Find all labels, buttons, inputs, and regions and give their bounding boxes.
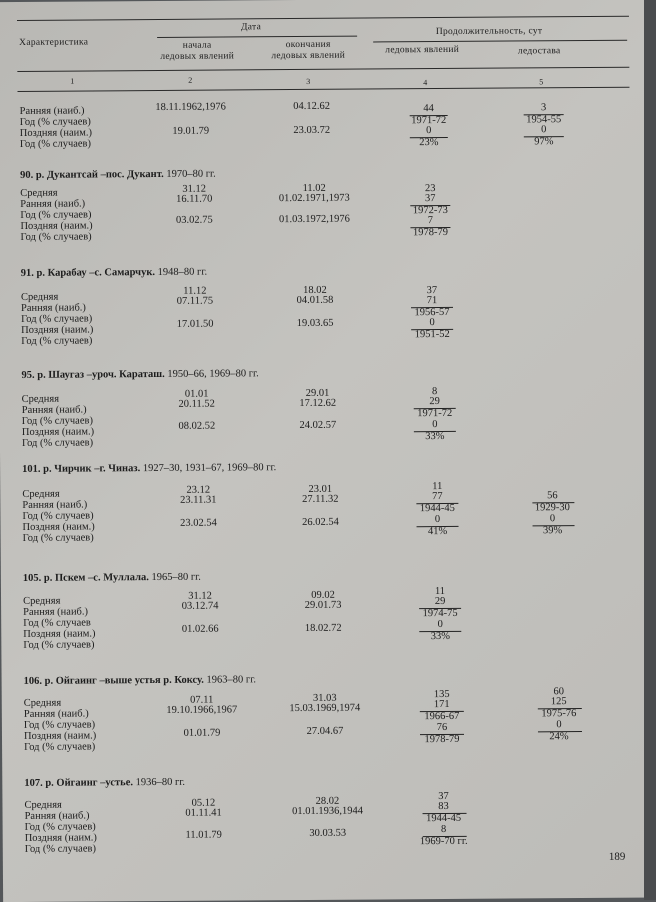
col-num-4: 4 <box>423 78 428 88</box>
ice-value: 0 <box>426 125 432 137</box>
ice-value: 23 <box>424 183 436 195</box>
ice-value: 0 <box>434 514 441 526</box>
row-label: Ранняя (наиб.) <box>24 810 90 822</box>
row-label: Год (% случаев) <box>20 209 92 221</box>
background-edge <box>644 0 656 900</box>
start-value: 08.02.52 <box>178 420 216 432</box>
header-freeze: ледостава <box>517 46 561 57</box>
start-early: 18.11.1962,1976 <box>155 101 226 114</box>
header-start-line1: начала <box>182 40 212 51</box>
end-value: 19.03.65 <box>296 317 334 330</box>
row-label: Средняя <box>22 488 60 500</box>
ice-value: 1978-79 <box>424 733 460 746</box>
row-label: Поздняя (наим.) <box>19 127 93 139</box>
col-num-5: 5 <box>539 77 544 87</box>
row-label: Год (% случаев) <box>21 313 93 325</box>
row-label: Ранняя (наиб.) <box>23 606 89 618</box>
ice-value: 29 <box>434 595 446 608</box>
row-label: Поздняя (наим.) <box>22 521 95 533</box>
end-value: 30.03.53 <box>309 827 347 839</box>
ice-value: 33% <box>425 430 445 443</box>
start-late: 19.01.79 <box>172 125 210 137</box>
ice-value: 11 <box>434 585 446 598</box>
ice-value: 0 <box>429 317 435 329</box>
ice-value: 37 <box>426 285 438 297</box>
end-value: 23.01 <box>308 483 333 495</box>
ice-value: 7 <box>427 215 434 227</box>
ice-value: 1944-45 <box>419 502 455 515</box>
end-value: 01.02.1971,1973 <box>278 192 350 205</box>
row-label: Год (% случаев) <box>23 719 96 731</box>
section-title: 90. р. Дукантсай –пос. Дукант. 1970–80 гг. <box>20 168 216 181</box>
ice-value: 1971-72 <box>417 407 453 420</box>
end-value: 18.02.72 <box>304 622 342 634</box>
header-bottom-rule <box>17 87 629 92</box>
row-label: Год (% случаев <box>23 617 91 629</box>
row-label: Год (% случаев) <box>22 532 94 544</box>
end-value: 31.03 <box>312 692 337 704</box>
ice-value: 8 <box>440 823 447 836</box>
section-title: 107. р. Ойгаинг –устье. 1936–80 гг. <box>24 776 186 789</box>
freeze-value: 97% <box>534 136 554 148</box>
section-title: 101. р. Чирчик –г. Чиназ. 1927–30, 1931–67, 1969–80 гг. <box>22 462 277 475</box>
start-value: 01.11.41 <box>185 807 222 819</box>
start-value: 31.12 <box>188 590 212 602</box>
row-label: Год (% случаев) <box>22 510 94 522</box>
ice-value: 0 <box>437 619 443 631</box>
start-value: 07.11 <box>190 694 214 706</box>
start-value: 05.12 <box>191 797 216 809</box>
ice-value: 37 <box>424 193 436 205</box>
row-label: Поздняя (наим.) <box>20 220 93 232</box>
end-value: 28.02 <box>315 795 340 807</box>
start-value: 01.01.79 <box>183 727 221 739</box>
row-label: Средняя <box>20 291 59 303</box>
row-label: Ранняя (наиб.) <box>23 708 89 720</box>
ice-value: 8 <box>431 386 438 398</box>
start-value: 23.11.31 <box>180 494 217 506</box>
ice-value: 71 <box>426 295 438 307</box>
ice-value: 1951-52 <box>414 328 450 341</box>
header-top-rule <box>17 16 629 21</box>
ice-value: 11 <box>432 481 443 493</box>
end-early: 04.12.62 <box>293 100 331 113</box>
end-value: 17.12.62 <box>299 397 337 410</box>
ice-value: 83 <box>438 800 449 813</box>
freeze-value: 1929-30 <box>534 502 570 514</box>
freeze-value: 0 <box>541 124 547 136</box>
header-date: Дата <box>240 22 262 33</box>
row-label: Год (% случаев) <box>23 639 95 651</box>
row-label: Год (% случаев) <box>21 437 94 449</box>
row-label: Год (% случаев) <box>19 138 92 150</box>
row-label: Ранняя (наиб.) <box>19 105 85 117</box>
ice-value: 1972-73 <box>412 204 448 217</box>
end-late: 23.03.72 <box>293 124 331 137</box>
start-value: 11.01.79 <box>185 829 222 841</box>
end-value: 29.01 <box>305 387 330 399</box>
ice-value: 41% <box>427 525 448 538</box>
freeze-value: 39% <box>542 525 563 537</box>
section-title: 105. р. Пскем –с. Муллала. 1965–80 гг. <box>22 571 201 584</box>
start-value: 03.12.74 <box>181 600 219 612</box>
ice-value: 1944-45 <box>426 812 462 825</box>
ice-value: 0 <box>432 419 438 431</box>
start-value: 16.11.70 <box>176 193 213 205</box>
ice-value: 44 <box>423 103 434 115</box>
row-label: Поздняя (наим.) <box>23 730 97 742</box>
end-value: 27.04.67 <box>306 725 344 737</box>
row-label: Средняя <box>23 697 62 709</box>
start-value: 19.10.1966,1967 <box>166 704 238 716</box>
freeze-value: 3 <box>540 102 547 114</box>
end-value: 01.01.1936,1944 <box>292 805 363 818</box>
row-label: Поздняя (наим.) <box>21 426 95 438</box>
row-label: Средняя <box>23 595 61 607</box>
ice-value: 77 <box>432 491 443 503</box>
header-ice-events: ледовых явлений <box>385 44 460 56</box>
freeze-value: 0 <box>549 513 556 525</box>
freeze-value: 0 <box>556 719 562 731</box>
row-label: Поздняя (наим.) <box>23 628 96 640</box>
ice-value: 23% <box>419 137 439 149</box>
header-duration: Продолжительность, сут <box>435 26 543 38</box>
header-characteristic: Характеристика <box>19 37 89 48</box>
ice-value: 76 <box>436 721 448 734</box>
start-value: 20.11.52 <box>178 398 215 410</box>
freeze-value: 125 <box>550 696 567 708</box>
ice-value: 1971-72 <box>411 114 447 127</box>
end-value: 09.02 <box>311 589 335 601</box>
start-value: 01.02.66 <box>181 623 219 635</box>
freeze-value: 24% <box>549 731 569 743</box>
ice-value: 135 <box>433 688 450 701</box>
row-label: Средняя <box>21 393 60 405</box>
row-label: Год (% случаев) <box>24 843 96 855</box>
ice-value: 33% <box>430 630 450 643</box>
end-value: 01.03.1972,1976 <box>278 213 350 226</box>
row-label: Ранняя (наиб.) <box>20 198 86 210</box>
header-end-line2: ледовых явлений <box>271 50 346 62</box>
ice-value: 171 <box>433 698 450 711</box>
row-label: Год (% случаев) <box>24 821 96 833</box>
row-label: Средняя <box>20 187 58 199</box>
start-value: 23.12 <box>186 484 211 496</box>
row-label: Ранняя (наиб.) <box>22 499 88 511</box>
start-value: 01.01 <box>184 388 209 400</box>
ice-value: 37 <box>438 790 449 803</box>
header-duration-rule <box>373 40 627 43</box>
row-label: Ранняя (наиб.) <box>21 404 87 416</box>
row-label: Год (% случаев) <box>21 335 93 347</box>
start-value: 23.02.54 <box>180 517 217 529</box>
col-num-1: 1 <box>70 76 75 86</box>
row-label: Средняя <box>24 799 62 811</box>
ice-value: 1974-75 <box>422 607 458 620</box>
freeze-value: 1975-76 <box>541 708 577 720</box>
col-num-2: 2 <box>188 75 193 85</box>
ice-value: 1969-70 гг. <box>419 835 468 848</box>
ice-value: 1966-67 <box>424 710 460 723</box>
start-value: 11.12 <box>183 285 207 297</box>
row-label: Ранняя (наиб.) <box>20 302 86 314</box>
section-title: 91. р. Карабау –с. Самарчук. 1948–80 гг. <box>20 266 208 279</box>
section-title: 95. р. Шаугаз –уроч. Караташ. 1950–66, 1969–80 гг. <box>21 368 259 381</box>
col-num-3: 3 <box>306 76 311 86</box>
page-number: 189 <box>608 850 626 863</box>
row-label: Поздняя (наим.) <box>21 324 94 336</box>
ice-value: 1978-79 <box>412 226 449 239</box>
section-title: 106. р. Ойгаинг –выше устья р. Коксу. 1963–80 гг. <box>23 674 256 687</box>
row-label: Год (% случаев) <box>19 116 91 128</box>
start-value: 07.11.75 <box>176 295 214 307</box>
end-value: 04.01.58 <box>296 294 334 307</box>
start-value: 31.12 <box>182 183 207 195</box>
row-label: Год (% случаев) <box>24 741 96 753</box>
header-mid-rule <box>17 67 629 72</box>
freeze-value: 60 <box>553 686 564 698</box>
header-date-rule <box>157 36 357 38</box>
row-label: Поздняя (наим.) <box>24 832 97 844</box>
header-start-line2: ледовых явлений <box>160 51 235 62</box>
ice-value: 29 <box>429 396 440 408</box>
freeze-value: 1954-55 <box>526 114 562 126</box>
end-value: 18.02 <box>303 284 327 296</box>
row-label: Год (% случаев) <box>21 415 93 427</box>
start-value: 17.01.50 <box>176 318 214 330</box>
end-value: 24.02.57 <box>299 419 337 432</box>
end-value: 26.02.54 <box>302 516 339 528</box>
row-label: Год (% случаев) <box>20 231 92 243</box>
ice-value: 1956-57 <box>414 306 450 319</box>
start-value: 03.02.75 <box>175 214 213 226</box>
freeze-value: 56 <box>547 490 558 502</box>
header-end-line1: окончания <box>285 39 331 51</box>
end-value: 11.02 <box>302 182 326 194</box>
end-value: 29.01.73 <box>304 599 342 611</box>
end-value: 27.11.32 <box>302 493 339 505</box>
end-value: 15.03.1969,1974 <box>289 702 361 715</box>
